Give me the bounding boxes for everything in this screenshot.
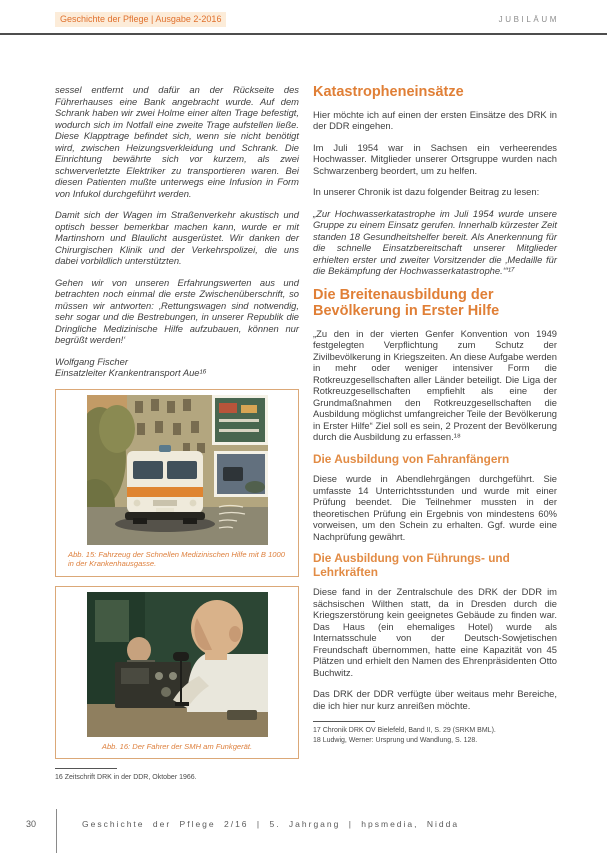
- footer-journal-line: Geschichte der Pflege 2/16 | 5. Jahrgang | hpsmedia, Nidda: [82, 819, 460, 829]
- footnote-16: 16 Zeitschrift DRK in der DDR, Oktober 1966.: [55, 774, 197, 782]
- signature-name: Wolfgang Fischer: [55, 355, 128, 367]
- subheading-fuehrungs-lehrkraefte: Die Ausbildung von Führungs- und Lehrkräften: [313, 551, 510, 579]
- quote-paragraph: sessel entfernt und dafür an der Rückseite des Führerhauses eine Bank angebracht wurde. Auf dem Schrank haben wir zwei Holme einer alten Trage befestigt, wodurch sich im Notfall eine zweite Trage aufstellen ließe. Diese Klapptrage befindet sich, wenn sie nicht benötigt wird, zwischen Heizungsverkleidung und Schrank. Die Einrichtung bewährte sich vor kurzem, als zwei schwerverletzte Elektriker zu transportieren waren. Bei diesen Patienten mußte unterwegs eine Infusion in Form von Infukol durchgeführt werden.: [55, 84, 299, 199]
- quote-paragraph: Damit sich der Wagen im Straßenverkehr akustisch und optisch besser bemerkbar machen kann, wurde er mit Martinshorn und Blaulicht ausgerüstet. Wir danken der Chirurgischen Klinik und der Verkehrspolizei, die uns dabei vorbildlich unterstützten.: [55, 209, 299, 266]
- signature-block: [55, 356, 299, 379]
- figure-16-caption: Abb. 16: Der Fahrer der SMH am Funkgerät.: [101, 741, 253, 751]
- body-paragraph: Diese fand in der Zentralschule des DRK der DDR im sächsischen Wilthen statt, da in Dresden durch die Kriegszerstörung kein geeignetes Gebäude zu finden war. Das Haus (ein ehemaliges Hotel) wurde als Internatsschule von der Deutsch-Sowjetischen Freundschaft übernommen, hatte eine Kapazität von 45 Plätzen und erhielt den Namen des Ehrenpräsidenten Otto Buchwitz.: [313, 586, 557, 678]
- journal-issue-reference: Geschichte der Pflege | Ausgabe 2-2016: [55, 12, 226, 27]
- inset-photo-middle: [214, 451, 268, 497]
- body-paragraph: Hier möchte ich auf einen der ersten Einsätze des DRK in der DDR eingehen.: [313, 108, 557, 131]
- left-column: [55, 84, 299, 783]
- footer-divider: [56, 809, 57, 853]
- inset-photo-top: [212, 395, 268, 445]
- quote-paragraph: Gehen wir von unseren Erfahrungswerten aus und betrachten noch einmal die erste Zwischenüberschrift, so müssen wir antworten: ‚Rettungswagen sind notwendig, sehr sogar und die Bestrebungen, in unserer Republik die Dringliche Medizinische Hilfe aufzubauen, können nur begrüßt werden!‘: [55, 276, 299, 345]
- signature-role: Einsatzleiter Krankentransport Aue¹⁶: [55, 367, 207, 378]
- section-label: JUBILÄUM: [498, 15, 559, 24]
- two-column-body: [55, 84, 557, 783]
- body-paragraph: In unserer Chronik ist dazu folgender Beitrag zu lesen:: [313, 186, 540, 197]
- body-paragraph: Diese wurde in Abendlehrgängen durchgeführt. Sie umfasste 14 Unterrichtsstunden und wurde mit einer Prüfung beendet. Die Teilnehmer mussten in der theoretischen Prüfung ein Ergebnis von mindestens 60% vorweisen, um den Schein zu erhalten. Ggf. wurde eine Nachprüfung gewährt.: [313, 473, 557, 542]
- footnote-rule: [55, 768, 117, 769]
- body-paragraph: Das DRK der DDR verfügte über weitaus mehr Bereiche, die ich hier nur kurz anreißen möchte.: [313, 688, 557, 711]
- radio-operator-photo: [87, 592, 268, 737]
- page-header: [55, 12, 559, 27]
- chronik-quote: „Zur Hochwasserkatastrophe im Juli 1954 wurde unsere Gruppe zu einem Einsatz gerufen. Innerhalb kürzester Zeit standen 18 Gesundheitshelfer bereit. Als Anerkennung für die schnelle Einsatzbereitschaft unserer Mitglieder erhielten erster und zweiter Vorsitzender die ‚Medaille für die Bekämpfung der Hochwasserkatastrophe.‘“¹⁷: [313, 207, 557, 276]
- right-column: [313, 84, 557, 783]
- footnote-18: 18 Ludwig, Werner: Ursprung und Wandlung, S. 128.: [313, 736, 478, 744]
- heading-katastropheneinsaetze: Katastropheneinsätze: [313, 84, 464, 100]
- heading-breitenausbildung: Die Breitenausbildung der Bevölkerung in Erster Hilfe: [313, 286, 500, 319]
- ambulance-street-photo: [87, 395, 268, 545]
- subheading-fahranfaenger: Die Ausbildung von Fahranfängern: [313, 451, 510, 466]
- body-paragraph: Im Juli 1954 war in Sachsen ein verheerendes Hochwasser. Mitglieder unserer Ortsgruppe wurden nach Schwarzenberg beordert, um zu helfen.: [313, 141, 557, 176]
- footnote-17: 17 Chronik DRK OV Bielefeld, Band II, S. 29 (SRKM BML).: [313, 727, 496, 734]
- figure-15-caption: Abb. 15: Fahrzeug der Schnellen Medizinischen Hilfe mit B 1000 in der Krankenhausgasse.: [68, 549, 285, 569]
- figure-16: [55, 586, 299, 760]
- body-paragraph: „Zu den in der vierten Genfer Konvention von 1949 festgelegten Verpflichtung zum Schutz der Zivilbevölkerung in Kriegszeiten. An diese Aufgabe werden in mehr oder weniger intensiver Form die Rotkreuzgesellschaften aller Länder beteiligt. Die Liga der Rotkreuzgesellschaften empfiehlt als eine der Grundmaßnahmen den Rotkreuzgesellschaften die Ausbildung möglichst umfangreicher Teile der Bevölkerung in Erster Hilfe“ Ziel soll es sein, 2 Prozent der Bevölkerung durch die Ausbildung zu erfassen.¹⁸: [313, 327, 557, 442]
- footnote-rule: [313, 721, 375, 722]
- page-number: 30: [26, 819, 37, 829]
- figure-15: [55, 389, 299, 577]
- header-rule: [0, 33, 607, 35]
